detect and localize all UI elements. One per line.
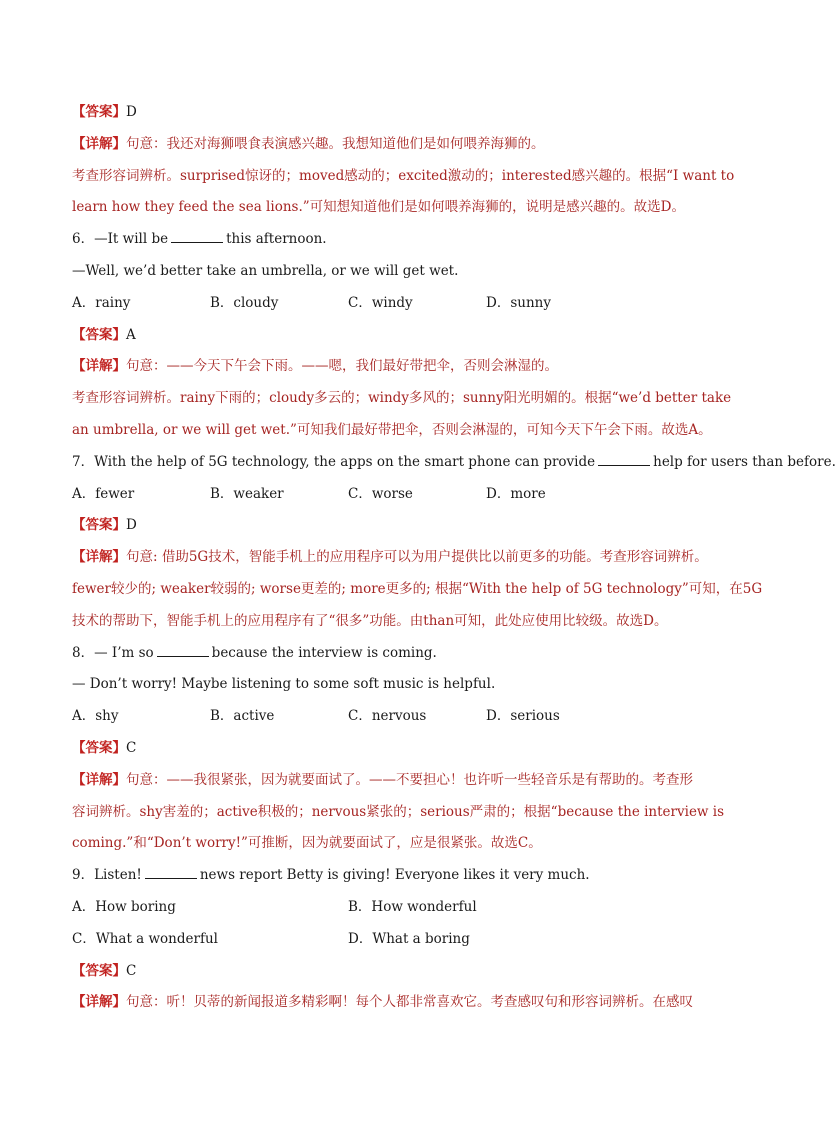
explanation-label: 【详解】 xyxy=(72,135,126,152)
option: C．What a wonderful xyxy=(72,930,218,947)
question-text-before: Listen! xyxy=(94,867,142,884)
question-text-before: With the help of 5G technology, the apps on the smart phone can provide xyxy=(94,453,596,470)
question-text-after: because the interview is coming. xyxy=(211,644,437,661)
question-line xyxy=(72,638,732,670)
answer-label: 【答案】 xyxy=(72,962,126,979)
explanation-text: 考查形容词辨析。surprised惊讶的；moved感动的；excited激动的；interested感兴趣的。根据“I want to xyxy=(72,167,735,184)
question-text-before: — I’m so xyxy=(94,644,154,661)
option: D．serious xyxy=(486,708,560,725)
answer-blank xyxy=(598,452,650,466)
option: B．active xyxy=(210,708,275,725)
option: C．nervous xyxy=(348,708,427,725)
question-number: 7． xyxy=(72,453,95,470)
explanation-line xyxy=(72,987,732,1019)
explanation-text: 考查形容词辨析。rainy下雨的；cloudy多云的；windy多风的；sunny阳光明媚的。根据“we’d better take xyxy=(72,390,732,407)
option: A．shy xyxy=(72,708,119,725)
answer-label: 【答案】 xyxy=(72,517,126,534)
explanation-line xyxy=(72,351,732,383)
question-text-after: help for users than before. xyxy=(653,453,836,470)
explanation-text: 句意：——我很紧张，因为就要面试了。——不要担心！也许听一些轻音乐是有帮助的。考查形 xyxy=(126,771,693,788)
question-line xyxy=(72,860,732,892)
explanation-text: 句意：我还对海狮喂食表演感兴趣。我想知道他们是如何喂养海狮的。 xyxy=(126,135,545,152)
explanation-label: 【详解】 xyxy=(72,549,126,566)
answer-line xyxy=(72,733,732,765)
answer-value: C xyxy=(126,739,137,756)
explanation-line xyxy=(72,383,732,415)
explanation-label: 【详解】 xyxy=(72,994,126,1011)
explanation-line xyxy=(72,765,732,797)
document-content xyxy=(72,97,836,1019)
answer-blank xyxy=(171,229,223,243)
explanation-label: 【详解】 xyxy=(72,771,126,788)
option: B．How wonderful xyxy=(348,898,477,915)
explanation-text: an umbrella, or we will get wet.”可知我们最好带把伞，否则会淋湿的，可知今天下午会下雨。故选A。 xyxy=(72,421,712,438)
explanation-line xyxy=(72,606,732,638)
option: B．cloudy xyxy=(210,294,279,311)
explanation-text: 容词辨析。shy害羞的；active积极的；nervous紧张的；serious严肃的；根据“because the interview is xyxy=(72,803,725,820)
question-text-after: this afternoon. xyxy=(226,231,327,248)
option: C．windy xyxy=(348,294,413,311)
options-row xyxy=(72,288,732,320)
dialogue-line: — Don’t worry! Maybe listening to some soft music is helpful. xyxy=(72,676,496,693)
explanation-line xyxy=(72,192,732,224)
options-row xyxy=(72,892,732,924)
answer-blank xyxy=(145,865,197,879)
answer-line xyxy=(72,97,732,129)
question-number: 9． xyxy=(72,867,95,884)
answer-line xyxy=(72,956,732,988)
options-row xyxy=(72,701,732,733)
answer-label: 【答案】 xyxy=(72,326,126,343)
question-line xyxy=(72,224,732,256)
answer-blank xyxy=(157,643,209,657)
explanation-text: 句意：——今天下午会下雨。——嗯，我们最好带把伞，否则会淋湿的。 xyxy=(126,358,558,375)
question-number: 8． xyxy=(72,644,95,661)
options-row xyxy=(72,479,732,511)
option: D．more xyxy=(486,485,546,502)
explanation-text: 句意：听！贝蒂的新闻报道多精彩啊！每个人都非常喜欢它。考查感叹句和形容词辨析。在感叹 xyxy=(126,994,693,1011)
explanation-text: 技术的帮助下，智能手机上的应用程序有了“很多”功能。由than可知，此处应使用比较级。故选D。 xyxy=(72,612,668,629)
question-number: 6． xyxy=(72,231,95,248)
option: A．fewer xyxy=(72,485,135,502)
answer-value: A xyxy=(126,326,136,343)
answer-value: D xyxy=(126,517,137,534)
options-row xyxy=(72,924,732,956)
explanation-line xyxy=(72,828,732,860)
answer-value: C xyxy=(126,962,137,979)
answer-line xyxy=(72,320,732,352)
explanation-line xyxy=(72,161,735,193)
option: B．weaker xyxy=(210,485,284,502)
question-text-after: news report Betty is giving! Everyone likes it very much. xyxy=(199,867,590,884)
explanation-text: 句意: 借助5G技术，智能手机上的应用程序可以为用户提供比以前更多的功能。考查形容词辨析。 xyxy=(126,549,708,566)
question-line xyxy=(72,447,836,479)
explanation-text: coming.”和“Don’t worry!”可推断，因为就要面试了，应是很紧张。故选C。 xyxy=(72,835,542,852)
explanation-text: fewer较少的; weaker较弱的; worse更差的; more更多的; 根据“With the help of 5G technology”可知，在5G xyxy=(72,580,763,597)
answer-label: 【答案】 xyxy=(72,739,126,756)
explanation-line xyxy=(72,542,732,574)
explanation-line xyxy=(72,129,732,161)
option: C．worse xyxy=(348,485,413,502)
explanation-line xyxy=(72,574,763,606)
option: A．How boring xyxy=(72,898,176,915)
option: A．rainy xyxy=(72,294,131,311)
option: D．sunny xyxy=(486,294,551,311)
option: D．What a boring xyxy=(348,930,470,947)
answer-label: 【答案】 xyxy=(72,104,126,120)
answer-line xyxy=(72,510,732,542)
explanation-line xyxy=(72,797,732,829)
dialogue-line: —Well, we’d better take an umbrella, or we will get wet. xyxy=(72,262,459,279)
question-text-before: —It will be xyxy=(94,231,169,248)
answer-value: D xyxy=(126,104,137,120)
explanation-text: learn how they feed the sea lions.”可知想知道他们是如何喂养海狮的，说明是感兴趣的。故选D。 xyxy=(72,199,685,216)
explanation-label: 【详解】 xyxy=(72,358,126,375)
explanation-line xyxy=(72,415,732,447)
